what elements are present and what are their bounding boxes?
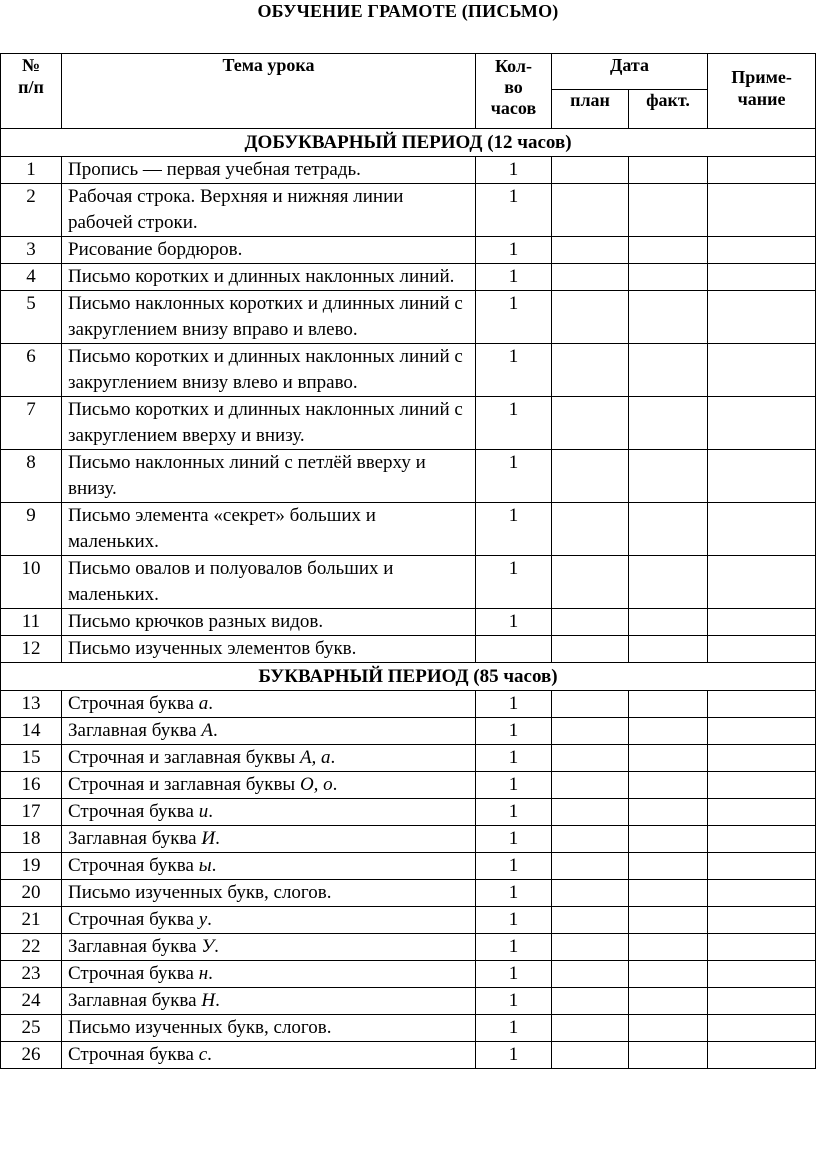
table-row [1,880,816,907]
table-row [1,609,816,636]
lesson-topic-end: . [332,774,338,795]
lesson-letter: с [198,1044,208,1065]
plan-date-cell [552,934,629,961]
lesson-topic-text: Письмо наклонных коротких и длинных линий с закруглением внизу вправо и влево. [68,293,463,340]
note-cell [708,853,816,880]
plan-date-cell [552,772,629,799]
header-number-line1: № [21,55,41,75]
lesson-hours: 1 [476,880,552,907]
plan-date-cell [552,880,629,907]
lesson-topic [62,907,476,934]
plan-date-cell [552,799,629,826]
fact-date-cell [629,1015,708,1042]
plan-date-cell [552,237,629,264]
lesson-topic [62,609,476,636]
lesson-topic [62,291,476,344]
lesson-letter: и [198,801,209,822]
fact-date-cell [629,157,708,184]
lesson-topic-end: . [214,936,219,957]
lesson-hours: 1 [476,1015,552,1042]
lesson-topic-text: Письмо изученных элементов букв. [68,638,357,659]
table-row [1,799,816,826]
fact-date-cell [629,961,708,988]
lesson-hours: 1 [476,397,552,450]
fact-date-cell [629,609,708,636]
lesson-topic-text: Строчная буква [68,801,199,822]
fact-date-cell [629,344,708,397]
fact-date-cell [629,988,708,1015]
lesson-topic-text: Письмо коротких и длинных наклонных линий с закруглением внизу влево и вправо. [68,346,463,393]
plan-date-cell [552,691,629,718]
lesson-number: 16 [1,772,62,799]
lesson-hours: 1 [476,237,552,264]
lesson-topic-text: Письмо коротких и длинных наклонных линий с закруглением вверху и внизу. [68,399,463,446]
page-title: ОБУЧЕНИЕ ГРАМОТЕ (ПИСЬМО) [257,1,559,21]
header-note-line1: Приме- [731,67,792,87]
header-topic: Тема урока [62,54,476,129]
plan-date-cell [552,397,629,450]
plan-date-cell [552,264,629,291]
fact-date-cell [629,691,708,718]
lesson-number: 22 [1,934,62,961]
lesson-letter: а [198,693,209,714]
fact-date-cell [629,826,708,853]
lesson-topic-text: Пропись — первая учебная тетрадь. [68,159,361,180]
lesson-number: 23 [1,961,62,988]
lesson-number: 13 [1,691,62,718]
lesson-plan-table [0,53,816,1069]
lesson-topic [62,556,476,609]
lesson-number: 4 [1,264,62,291]
section-row [1,663,816,691]
lesson-hours: 1 [476,503,552,556]
lesson-number: 8 [1,450,62,503]
lesson-letter: Н [201,990,216,1011]
fact-date-cell [629,291,708,344]
section-title: ДОБУКВАРНЫЙ ПЕРИОД (12 часов) [1,129,816,157]
fact-date-cell [629,264,708,291]
header-hours-line2: во [504,77,523,97]
lesson-number: 1 [1,157,62,184]
lesson-topic-text: Письмо коротких и длинных наклонных линий. [68,266,455,287]
plan-date-cell [552,907,629,934]
lesson-topic [62,691,476,718]
lesson-topic-text: Письмо элемента «секрет» больших и маленьких. [68,505,376,552]
lesson-topic [62,745,476,772]
lesson-number: 7 [1,397,62,450]
lesson-topic-text: Письмо изученных букв, слогов. [68,1017,332,1038]
table-row [1,503,816,556]
note-cell [708,291,816,344]
header-hours-line3: часов [490,98,537,118]
lesson-topic-end: . [208,963,213,984]
fact-date-cell [629,907,708,934]
table-row [1,961,816,988]
lesson-topic [62,853,476,880]
header-note [708,54,816,129]
lesson-number: 3 [1,237,62,264]
fact-date-cell [629,772,708,799]
lesson-hours: 1 [476,961,552,988]
note-cell [708,961,816,988]
lesson-topic [62,961,476,988]
lesson-number: 11 [1,609,62,636]
fact-date-cell [629,1042,708,1069]
plan-date-cell [552,988,629,1015]
lesson-number: 18 [1,826,62,853]
lesson-number: 6 [1,344,62,397]
fact-date-cell [629,853,708,880]
note-cell [708,772,816,799]
plan-date-cell [552,636,629,663]
note-cell [708,450,816,503]
lesson-hours: 1 [476,745,552,772]
plan-date-cell [552,556,629,609]
lesson-hours: 1 [476,157,552,184]
plan-date-cell [552,745,629,772]
lesson-topic-end: . [207,1044,212,1065]
fact-date-cell [629,184,708,237]
lesson-number: 15 [1,745,62,772]
lesson-number: 26 [1,1042,62,1069]
lesson-topic-text: Заглавная буква [68,990,202,1011]
lesson-topic [62,184,476,237]
table-row [1,291,816,344]
lesson-topic-text: Строчная буква [68,693,199,714]
lesson-topic-end: . [215,828,220,849]
note-cell [708,745,816,772]
header-hours-line1: Кол- [494,56,532,76]
lesson-hours: 1 [476,853,552,880]
lesson-hours: 1 [476,691,552,718]
lesson-topic-text: Строчная буква [68,909,199,930]
plan-date-cell [552,344,629,397]
fact-date-cell [629,718,708,745]
fact-date-cell [629,503,708,556]
lesson-topic [62,934,476,961]
note-cell [708,184,816,237]
lesson-letter: ы [198,855,212,876]
lesson-topic [62,237,476,264]
header-date: Дата [552,54,708,90]
fact-date-cell [629,636,708,663]
lesson-hours: 1 [476,609,552,636]
lesson-topic-text: Рисование бордюров. [68,239,243,260]
table-row [1,264,816,291]
lesson-topic [62,503,476,556]
header-number [1,54,62,129]
lesson-topic-text: Заглавная буква [68,720,202,741]
lesson-number: 20 [1,880,62,907]
lesson-topic-text: Письмо изученных букв, слогов. [68,882,332,903]
lesson-number: 24 [1,988,62,1015]
note-cell [708,397,816,450]
lesson-topic-text: Заглавная буква [68,828,202,849]
lesson-number: 17 [1,799,62,826]
lesson-topic-end: . [211,855,217,876]
lesson-topic [62,772,476,799]
lesson-topic [62,799,476,826]
plan-date-cell [552,609,629,636]
note-cell [708,264,816,291]
table-row [1,184,816,237]
lesson-hours: 1 [476,291,552,344]
table-body [1,129,816,1069]
lesson-hours: 1 [476,718,552,745]
plan-date-cell [552,1042,629,1069]
lesson-letter: И [201,828,216,849]
header-note-line2: чание [737,89,786,109]
lesson-topic [62,450,476,503]
note-cell [708,609,816,636]
lesson-hours: 1 [476,450,552,503]
plan-date-cell [552,184,629,237]
table-row [1,988,816,1015]
note-cell [708,503,816,556]
lesson-letter: у [198,909,208,930]
lesson-topic-end: . [212,720,218,741]
note-cell [708,344,816,397]
note-cell [708,907,816,934]
plan-date-cell [552,826,629,853]
plan-date-cell [552,853,629,880]
lesson-letter: У [201,936,215,957]
lesson-topic [62,988,476,1015]
table-row [1,745,816,772]
table-row [1,157,816,184]
lesson-topic [62,344,476,397]
note-cell [708,718,816,745]
lesson-topic-end: . [330,747,336,768]
table-row [1,237,816,264]
lesson-topic-text: Строчная буква [68,855,199,876]
lesson-number: 21 [1,907,62,934]
lesson-topic [62,1015,476,1042]
table-row [1,853,816,880]
note-cell [708,826,816,853]
lesson-topic [62,636,476,663]
lesson-hours: 1 [476,799,552,826]
header-fact: факт. [629,90,708,129]
table-row [1,397,816,450]
note-cell [708,1042,816,1069]
lesson-hours: 1 [476,934,552,961]
note-cell [708,988,816,1015]
lesson-topic [62,157,476,184]
header-hours [476,54,552,129]
lesson-topic-text: Письмо крючков разных видов. [68,611,324,632]
lesson-topic [62,1042,476,1069]
header-plan: план [552,90,629,129]
lesson-number: 14 [1,718,62,745]
fact-date-cell [629,934,708,961]
lesson-topic-text: Заглавная буква [68,936,202,957]
section-title: БУКВАРНЫЙ ПЕРИОД (85 часов) [1,663,816,691]
note-cell [708,799,816,826]
plan-date-cell [552,450,629,503]
note-cell [708,157,816,184]
lesson-hours: 1 [476,772,552,799]
plan-date-cell [552,157,629,184]
fact-date-cell [629,237,708,264]
lesson-number: 5 [1,291,62,344]
lesson-topic-end: . [215,990,220,1011]
table-row [1,718,816,745]
lesson-letter: А, а [299,747,331,768]
note-cell [708,636,816,663]
lesson-hours: 1 [476,344,552,397]
fact-date-cell [629,450,708,503]
lesson-number: 9 [1,503,62,556]
note-cell [708,691,816,718]
header-row [1,54,816,90]
lesson-topic [62,826,476,853]
lesson-letter: А [201,720,213,741]
lesson-hours [476,636,552,663]
lesson-hours: 1 [476,184,552,237]
lesson-hours: 1 [476,1042,552,1069]
lesson-letter: О, о [299,774,333,795]
table-row [1,691,816,718]
lesson-number: 10 [1,556,62,609]
lesson-topic-text: Письмо наклонных линий с петлёй вверху и внизу. [68,452,426,499]
table-row [1,1042,816,1069]
lesson-letter: н [198,963,209,984]
lesson-topic-end: . [208,693,213,714]
fact-date-cell [629,799,708,826]
table-row [1,934,816,961]
lesson-topic-text: Строчная буква [68,963,199,984]
lesson-topic [62,264,476,291]
note-cell [708,556,816,609]
table-row [1,556,816,609]
fact-date-cell [629,397,708,450]
lesson-hours: 1 [476,556,552,609]
lesson-topic-text: Строчная буква [68,1044,199,1065]
table-row [1,1015,816,1042]
lesson-topic-text: Рабочая строка. Верхняя и нижняя линии рабочей строки. [68,186,404,233]
plan-date-cell [552,291,629,344]
lesson-topic-text: Строчная и заглавная буквы [68,774,300,795]
plan-date-cell [552,1015,629,1042]
fact-date-cell [629,556,708,609]
lesson-number: 12 [1,636,62,663]
table-row [1,450,816,503]
table-row [1,344,816,397]
note-cell [708,880,816,907]
lesson-hours: 1 [476,907,552,934]
table-row [1,826,816,853]
lesson-number: 19 [1,853,62,880]
table-row [1,772,816,799]
lesson-topic-end: . [207,909,212,930]
lesson-topic [62,880,476,907]
section-row [1,129,816,157]
plan-date-cell [552,961,629,988]
table-row [1,636,816,663]
header-number-line2: п/п [18,77,44,97]
note-cell [708,1015,816,1042]
fact-date-cell [629,745,708,772]
table-row [1,907,816,934]
lesson-number: 25 [1,1015,62,1042]
note-cell [708,934,816,961]
fact-date-cell [629,880,708,907]
plan-date-cell [552,503,629,556]
note-cell [708,237,816,264]
lesson-topic-text: Письмо овалов и полуовалов больших и маленьких. [68,558,394,605]
lesson-hours: 1 [476,264,552,291]
lesson-hours: 1 [476,988,552,1015]
lesson-topic [62,397,476,450]
lesson-topic [62,718,476,745]
plan-date-cell [552,718,629,745]
lesson-hours: 1 [476,826,552,853]
lesson-topic-end: . [208,801,213,822]
lesson-topic-text: Строчная и заглавная буквы [68,747,300,768]
lesson-number: 2 [1,184,62,237]
